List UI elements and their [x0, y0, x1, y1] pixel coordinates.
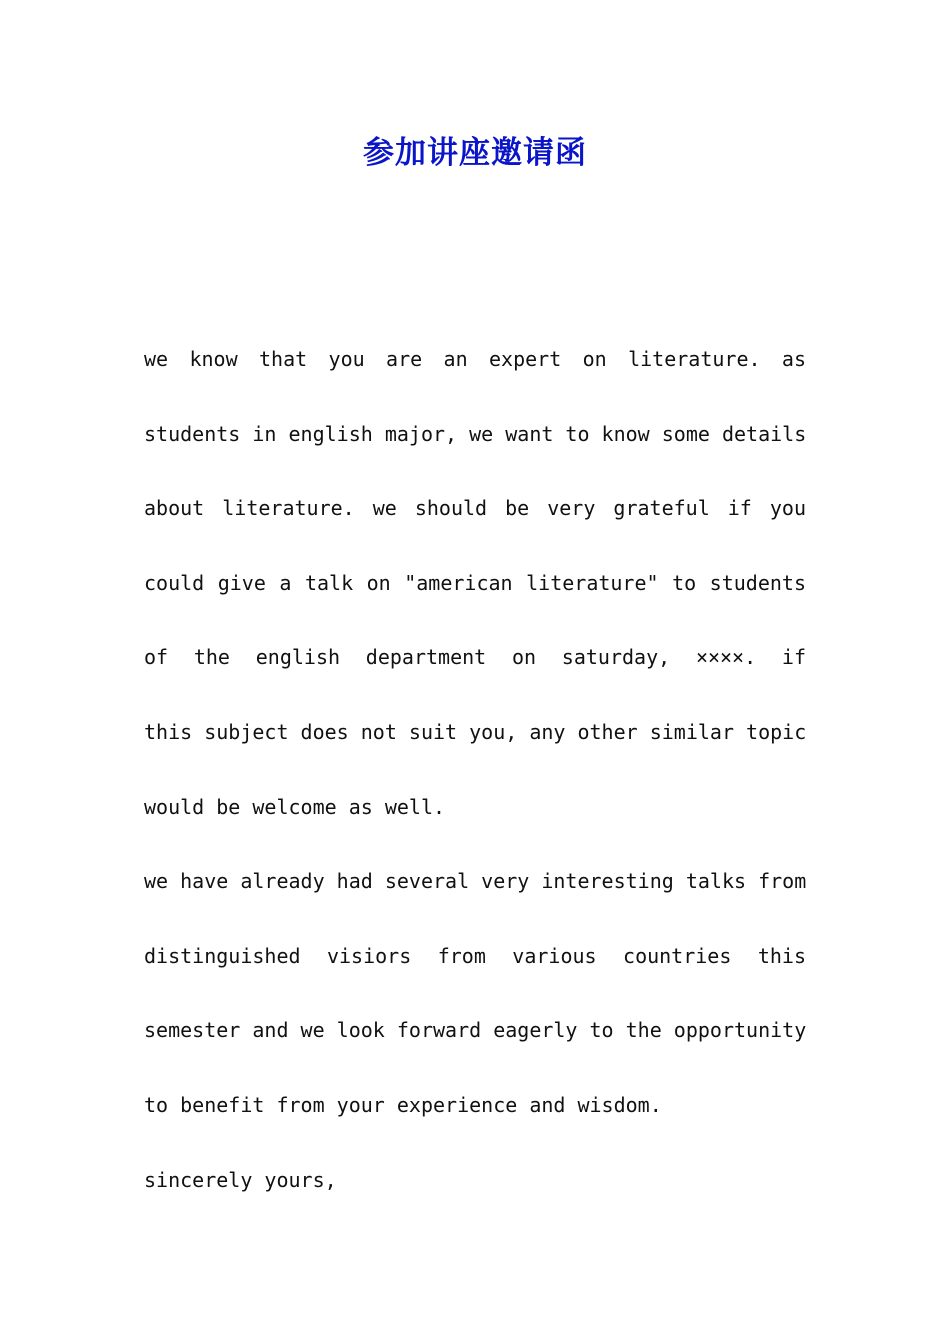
body-line: to benefit from your experience and wisdom.	[144, 1092, 662, 1117]
body-line: distinguished visiors from various countries this	[144, 943, 806, 968]
letter-body	[144, 322, 806, 1217]
body-line: students in english major, we want to know some details	[144, 421, 806, 446]
body-line: could give a talk on "american literature" to students	[144, 570, 806, 595]
closing-line: sincerely yours,	[144, 1167, 337, 1192]
body-line: we have already had several very interesting talks from	[144, 869, 806, 894]
body-line: about literature. we should be very grateful if you	[144, 496, 806, 521]
body-line: of the english department on saturday, ××××. if	[144, 645, 806, 670]
body-line: this subject does not suit you, any other similar topic	[144, 719, 806, 744]
document-title: 参加讲座邀请函	[363, 135, 587, 171]
body-line: would be welcome as well.	[144, 794, 446, 819]
body-line: we know that you are an expert on literature. as	[144, 347, 806, 371]
body-line: semester and we look forward eagerly to the opportunity	[144, 1018, 806, 1043]
